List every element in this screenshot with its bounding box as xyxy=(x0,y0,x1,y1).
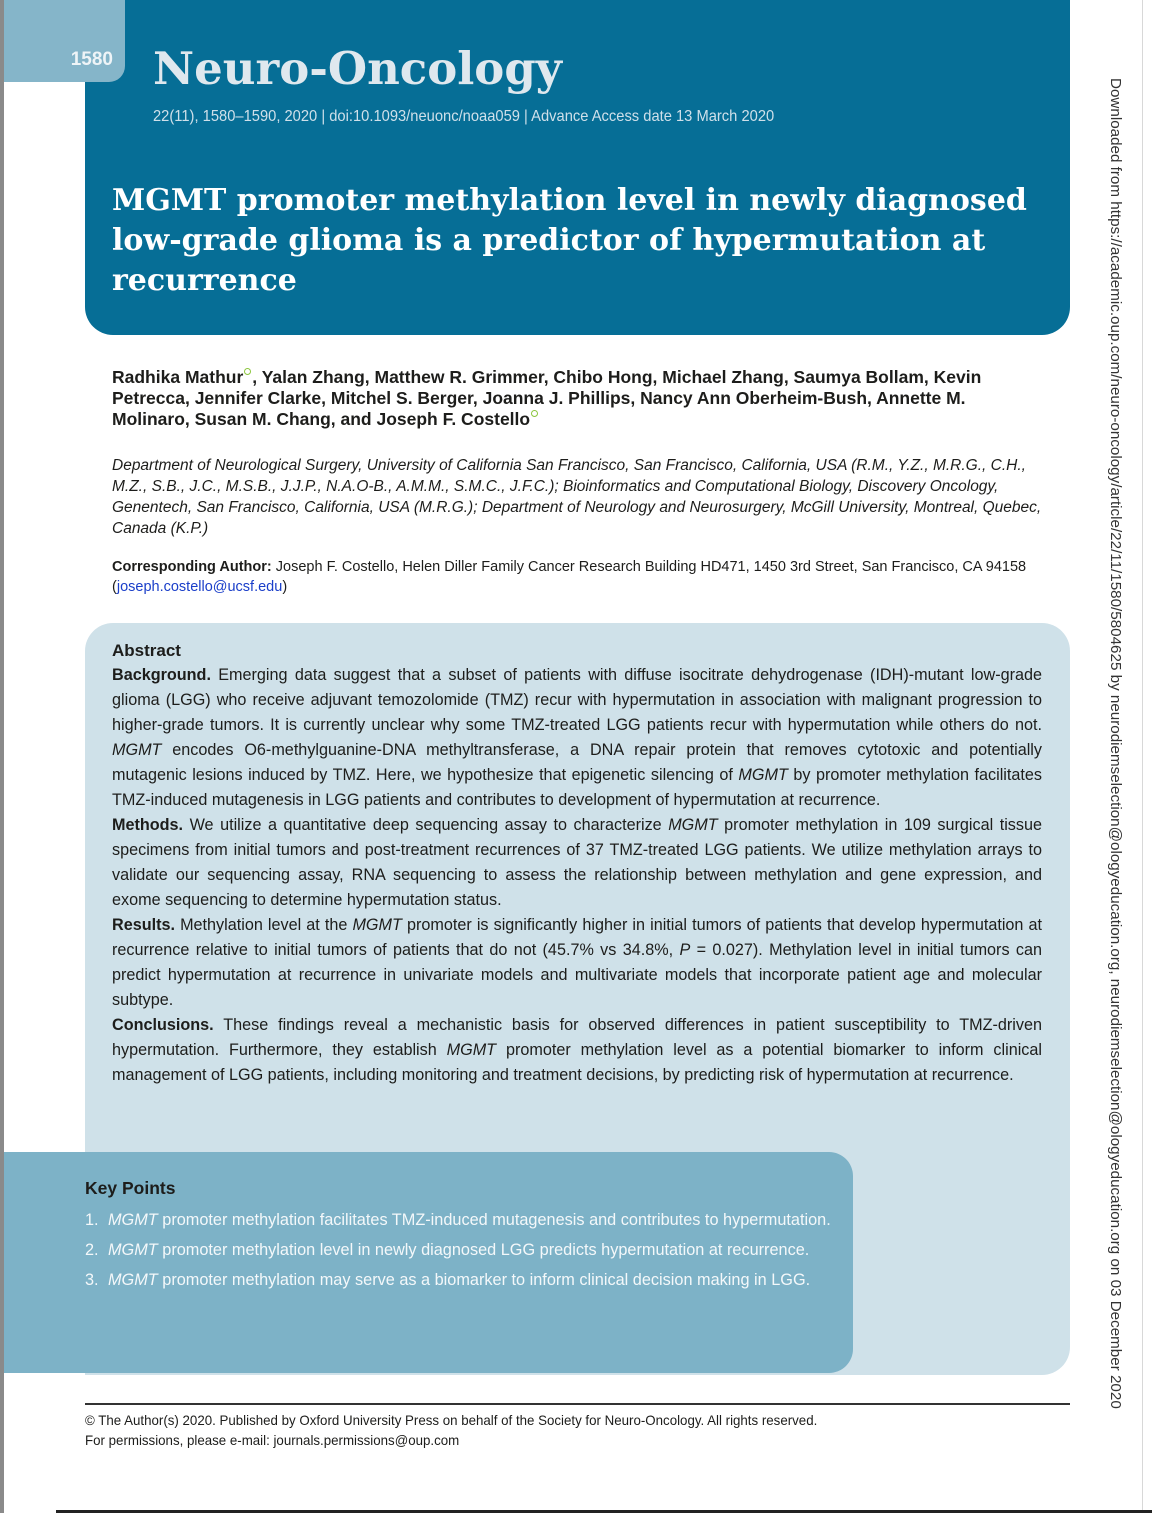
conclusions-text: promoter methylation level as a potential biomarker to inform clinical management of LGG patients, including monitoring and treatment decisions, by predicting risk of hypermutation at recurrence. xyxy=(112,1041,1042,1084)
gene-name: MGMT xyxy=(352,916,402,934)
permissions-notice: For permissions, please e-mail: journals.permissions@oup.com xyxy=(85,1432,460,1448)
background-label: Background. xyxy=(112,666,211,684)
abstract-conclusions xyxy=(112,1013,1042,1088)
abstract-methods xyxy=(112,813,1042,913)
gene-name: MGMT xyxy=(112,741,162,759)
first-author: Radhika Mathur xyxy=(112,367,244,387)
gene-name: MGMT xyxy=(668,816,718,834)
corresponding-close: ) xyxy=(282,579,288,595)
key-points-list xyxy=(85,1210,835,1300)
results-text: Methylation level at the xyxy=(174,916,353,934)
methods-label: Methods. xyxy=(112,816,184,834)
page-right-rule xyxy=(1142,0,1143,1513)
methods-text: We utilize a quantitative deep sequencing assay to characterize xyxy=(183,816,669,834)
background-text: Emerging data suggest that a subset of patients with diffuse isocitrate dehydrogenase (IDH)-mutant low-grade glioma (LGG) who receive adjuvant temozolomide (TMZ) recur with hypermutation in association with malignant progression to higher-grade tumors. It is currently unclear why some TMZ-treated LGG patients recur with hypermutation while others do not. xyxy=(112,666,1042,734)
results-text: = 0.027). Methylation level in initial tumors can predict hypermutation at recurrence in univariate models and multivariate models that incorporate patient age and molecular subtype. xyxy=(112,941,1042,1009)
orcid-icon[interactable] xyxy=(531,410,538,417)
methods-text: promoter methylation in 109 surgical tissue specimens from initial tumors and post-treatment recurrences of 37 TMZ-treated LGG patients. We utilize methylation arrays to validate our sequencing assay, RNA sequencing to assess the relationship between methylation and gene expression, and exome sequencing to determine hypermutation status. xyxy=(112,816,1043,909)
corresponding-address: Joseph F. Costello, Helen Diller Family Cancer Research Building HD471, 1450 3rd Street, San Francisco, CA 94158 ( xyxy=(112,559,1027,595)
orcid-icon[interactable] xyxy=(244,368,251,375)
key-point-text: promoter methylation level in newly diagnosed LGG predicts hypermutation at recurrence. xyxy=(157,1241,810,1259)
key-points-heading: Key Points xyxy=(85,1178,176,1198)
download-stamp-text: Downloaded from https://academic.oup.com/neuro-oncology/article/22/11/1580/5804625 by neurodiemselection@ologyeducation.org, neurodiemselection@ologyeducation.org on 03 December 2020 xyxy=(1107,78,1124,1409)
citation-line: 22(11), 1580–1590, 2020 | doi:10.1093/neuonc/noaa059 | Advance Access date 13 March 2020 xyxy=(153,108,775,125)
key-point-number: 3. xyxy=(85,1271,99,1289)
affiliations: Department of Neurological Surgery, University of California San Francisco, San Francisco, California, USA (R.M., Y.Z., M.R.G., C.H., M.Z., S.B., J.C., M.S.B., J.J.P., N.A.O-B., A.M.M., S.M.C., J.F.C.); Bioinformatics and Computational Biology, Discovery Oncology, Genentech, San Francisco, California, USA (M.R.G.); Department of Neurology and Neurosurgery, McGill University, Montreal, Quebec, Canada (K.P.) xyxy=(112,457,1042,537)
article-title: MGMT promoter methylation level in newly diagnosed low-grade glioma is a predictor of hypermutation at recurrence xyxy=(112,183,1027,298)
conclusions-text: These findings reveal a mechanistic basis for observed differences in patient susceptibility to TMZ-driven hypermutation. Furthermore, they establish xyxy=(112,1016,1042,1059)
abstract-background xyxy=(112,663,1042,813)
gene-name: MGMT xyxy=(108,1241,158,1259)
gene-name: MGMT xyxy=(108,1271,158,1289)
gene-name: MGMT xyxy=(446,1041,497,1059)
corresponding-label: Corresponding Author: xyxy=(112,559,272,575)
key-point-number: 2. xyxy=(85,1241,99,1259)
abstract-body xyxy=(112,663,1042,1088)
page-number: 1580 xyxy=(70,49,113,70)
background-text: by promoter methylation facilitates TMZ-induced mutagenesis in LGG patients and contributes to development of hypermutation at recurrence. xyxy=(112,766,1042,809)
abstract-results xyxy=(112,913,1042,1013)
author-list xyxy=(112,367,1042,430)
co-authors: , Yalan Zhang, Matthew R. Grimmer, Chibo Hong, Michael Zhang, Saumya Bollam, Kevin Petrecca, Jennifer Clarke, Mitchel S. Berger, Joanna J. Phillips, Nancy Ann Oberheim-Bush, Annette M. Molinaro, Susan M. Chang, and Joseph F. Costello xyxy=(112,367,982,429)
key-point-item xyxy=(85,1270,835,1291)
journal-header xyxy=(85,0,1070,335)
gene-name: MGMT xyxy=(108,1211,158,1229)
journal-title: Neuro-Oncology xyxy=(153,42,562,95)
page-number-tab xyxy=(4,0,125,82)
key-point-item xyxy=(85,1240,835,1261)
abstract-heading: Abstract xyxy=(112,641,181,660)
download-stamp xyxy=(1104,78,1124,1438)
key-point-text: promoter methylation facilitates TMZ-induced mutagenesis and contributes to hypermutation. xyxy=(157,1211,831,1229)
key-point-text: promoter methylation may serve as a biomarker to inform clinical decision making in LGG. xyxy=(157,1271,811,1289)
conclusions-label: Conclusions. xyxy=(112,1016,214,1034)
copyright-notice: © The Author(s) 2020. Published by Oxford University Press on behalf of the Society for Neuro-Oncology. All rights reserved. xyxy=(85,1412,818,1428)
corresponding-author xyxy=(112,557,1042,597)
footer-divider xyxy=(85,1403,1070,1405)
key-points-box xyxy=(4,1152,853,1373)
results-text: promoter is significantly higher in initial tumors of patients that develop hypermutation at recurrence relative to initial tumors of patients that do not (45.7% vs 34.8%, xyxy=(112,916,1042,959)
results-label: Results. xyxy=(112,916,175,934)
footer xyxy=(85,1410,817,1450)
corresponding-email-link[interactable]: joseph.costello@ucsf.edu xyxy=(116,579,283,595)
background-text: encodes O6-methylguanine-DNA methyltransferase, a DNA repair protein that removes cytotoxic and potentially mutagenic lesions induced by TMZ. Here, we hypothesize that epigenetic silencing of xyxy=(112,741,1042,784)
key-point-item xyxy=(85,1210,835,1231)
key-point-number: 1. xyxy=(85,1211,99,1229)
p-value-symbol: P xyxy=(679,941,691,959)
gene-name: MGMT xyxy=(738,766,788,784)
